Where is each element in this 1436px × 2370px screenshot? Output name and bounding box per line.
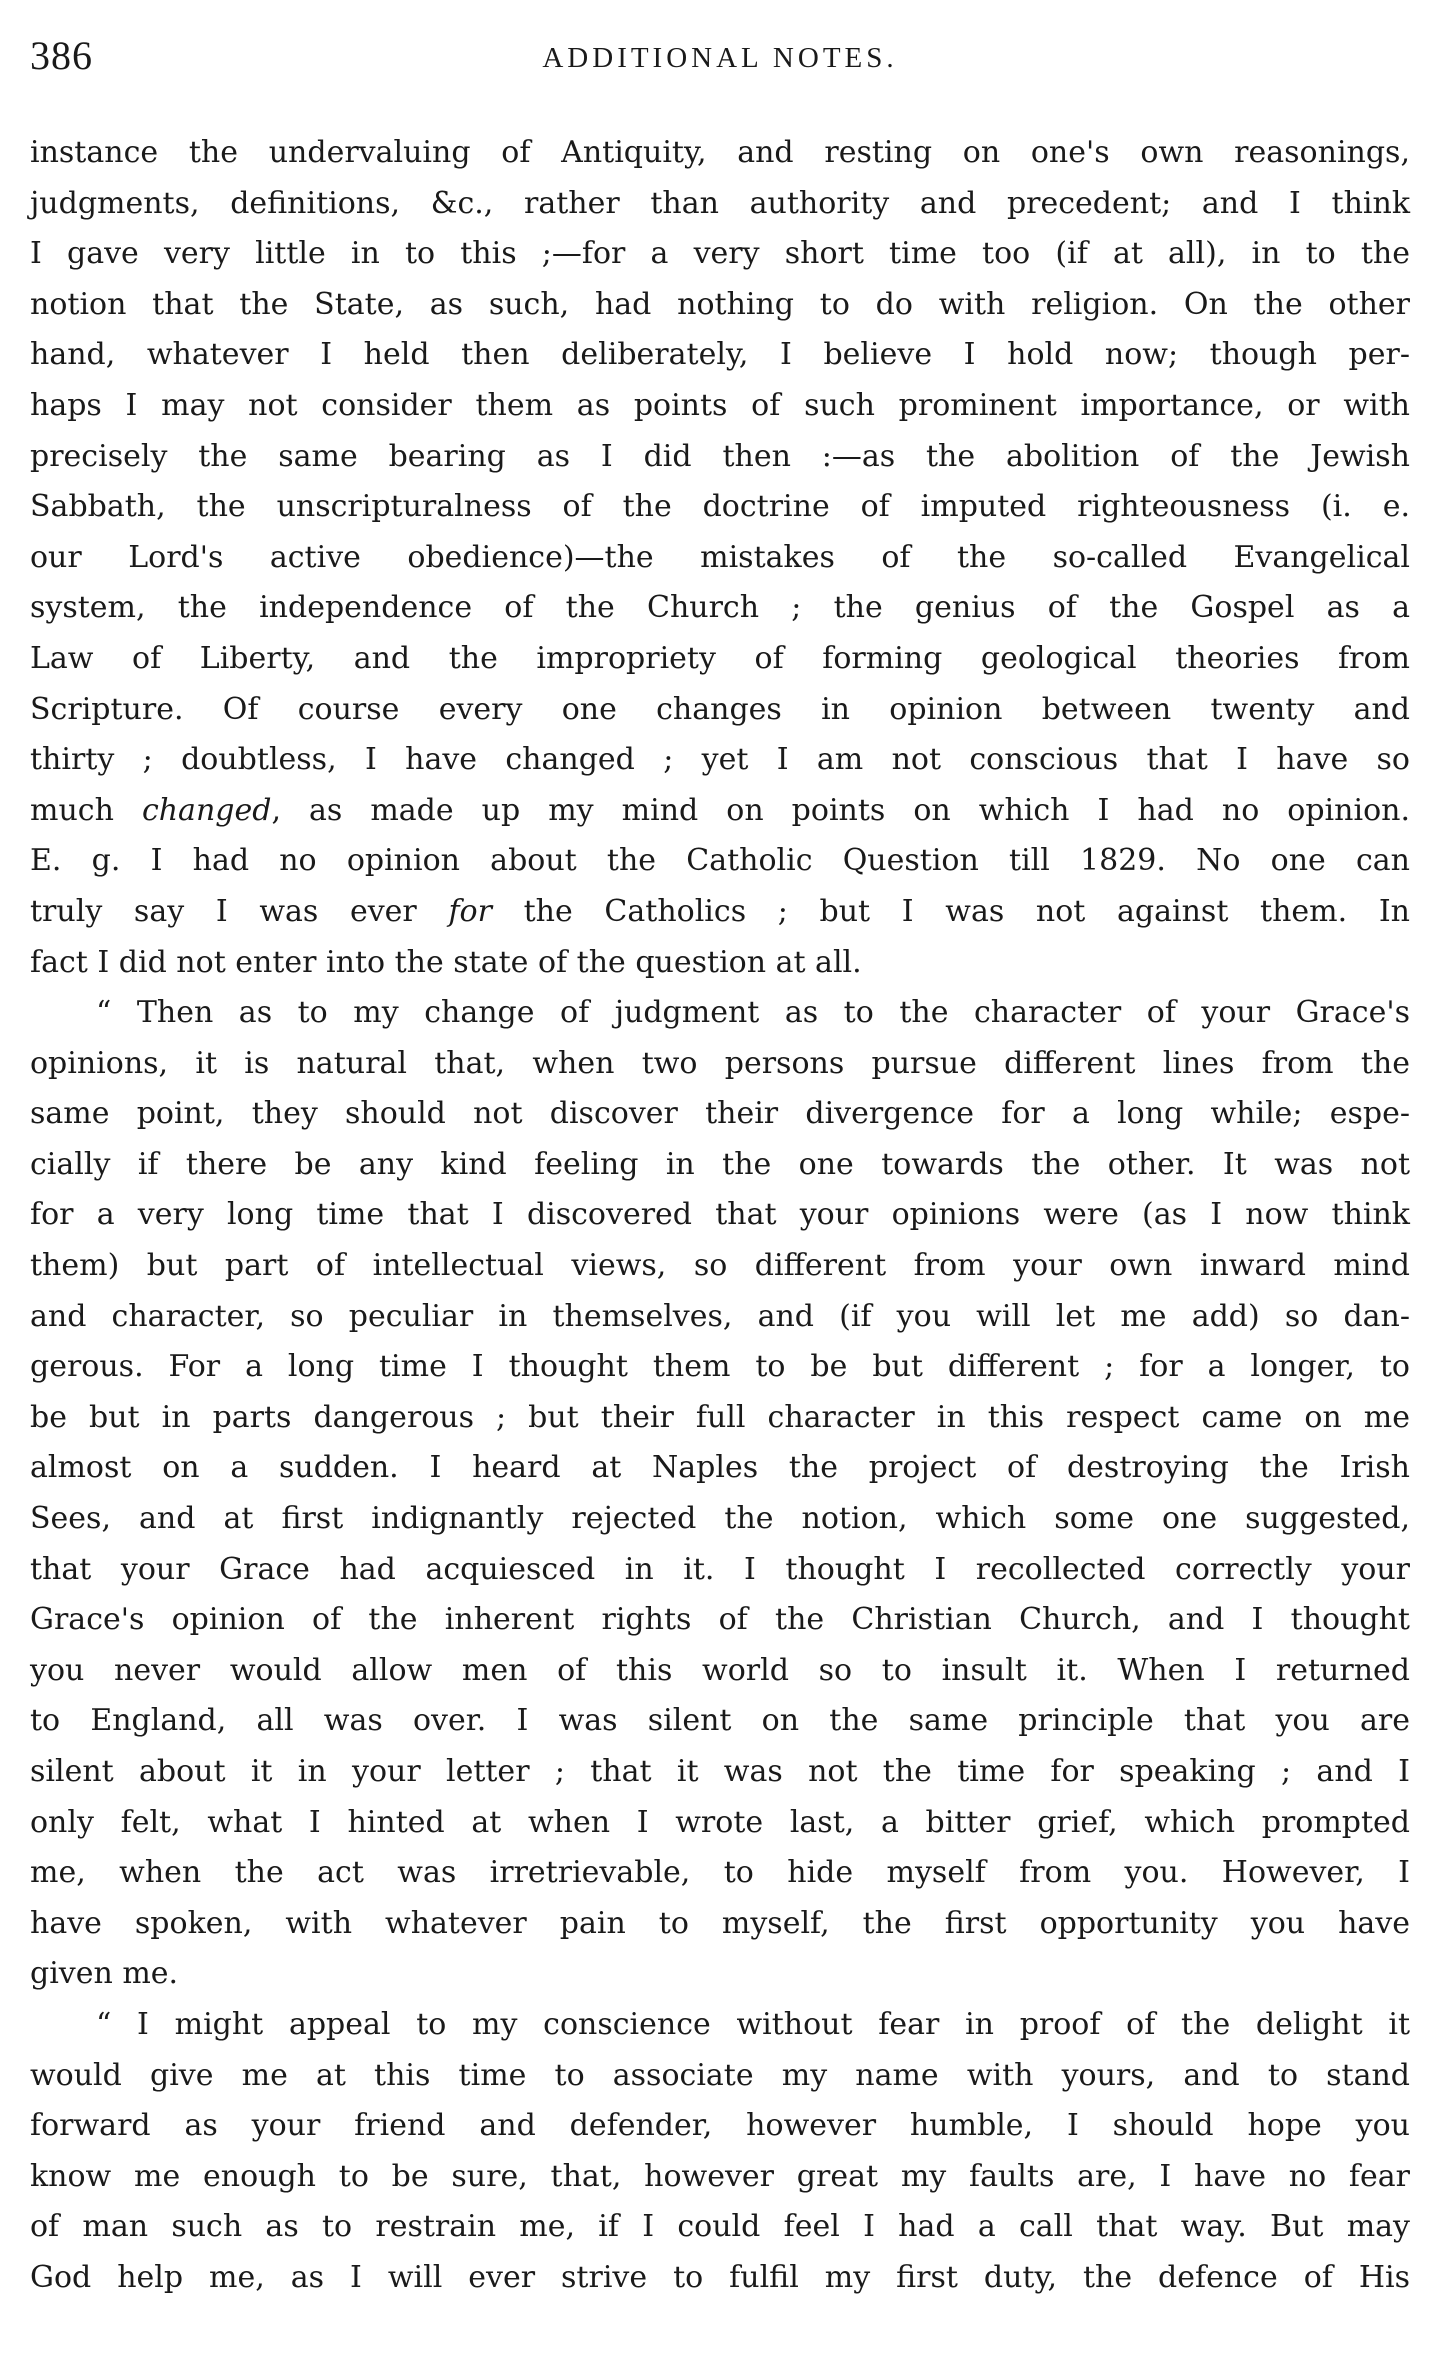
italic-word: changed	[141, 792, 272, 828]
text-line: know me enough to be sure, that, however great my faults are, I have no fear	[30, 2158, 1410, 2194]
page-number: 386	[30, 33, 93, 78]
text-line: silent about it in your letter ; that it was not the time for speaking ; and I	[30, 1754, 1410, 1789]
text-line: for a very long time that I discovered that your opinions were (as I now think	[30, 1197, 1410, 1233]
text-line: of man such as to restrain me, if I could feel I had a call that way. But may	[30, 2209, 1410, 2245]
text-line: and character, so peculiar in themselves, and (if you will let me add) so dan-	[30, 1298, 1410, 1334]
text-line: Grace's opinion of the inherent rights of the Christian Church, and I thought	[30, 1602, 1410, 1638]
text-segment: the Catholics ; but I was not against them. In	[491, 893, 1410, 929]
text-line	[30, 786, 1410, 837]
text-line: have spoken, with whatever pain to myself, the first opportunity you have	[30, 1905, 1410, 1941]
text-line: Sabbath, the unscripturalness of the doctrine of imputed righteousness (i. e.	[30, 489, 1410, 525]
text-line: our Lord's active obedience)—the mistakes of the so-called Evangelical	[30, 539, 1410, 575]
text-line: system, the independence of the Church ; the genius of the Gospel as a	[30, 590, 1410, 626]
text-line: judgments, definitions, &c., rather than authority and precedent; and I think	[30, 185, 1410, 221]
text-line: forward as your friend and defender, however humble, I should hope you	[30, 2108, 1410, 2144]
text-line: Law of Liberty, and the impropriety of forming geological theories from	[30, 640, 1410, 676]
text-line: fact I did not enter into the state of the question at all.	[30, 944, 862, 980]
text-line: Scripture. Of course every one changes in opinion between twenty and	[30, 691, 1410, 727]
text-line: opinions, it is natural that, when two persons pursue different lines from the	[30, 1045, 1410, 1081]
text-line: to England, all was over. I was silent on the same principle that you are	[30, 1703, 1410, 1739]
text-line: notion that the State, as such, had nothing to do with religion. On the other	[30, 286, 1410, 322]
text-line: given me.	[30, 1956, 179, 1992]
paragraph-start-line: “ I might appeal to my conscience without fear in proof of the delight it	[96, 2006, 1410, 2042]
text-line: I gave very little in to this ;—for a very short time too (if at all), in to the	[30, 236, 1410, 272]
text-line: cially if there be any kind feeling in the one towards the other. It was not	[30, 1146, 1410, 1182]
text-line: E. g. I had no opinion about the Catholic Question till 1829. No one can	[30, 843, 1410, 879]
body-text	[30, 128, 1410, 2304]
book-page	[30, 32, 1410, 2295]
text-line: that your Grace had acquiesced in it. I thought I recollected correctly your	[30, 1551, 1410, 1587]
text-line: me, when the act was irretrievable, to hide myself from you. However, I	[30, 1855, 1410, 1891]
text-segment: , as made up my mind on points on which I had no opinion.	[271, 792, 1410, 828]
text-line: Sees, and at first indignantly rejected the notion, which some one suggested,	[30, 1501, 1410, 1537]
text-line: hand, whatever I held then deliberately, I believe I hold now; though per-	[30, 337, 1410, 373]
text-line: almost on a sudden. I heard at Naples the project of destroying the Irish	[30, 1450, 1410, 1486]
text-line: be but in parts dangerous ; but their full character in this respect came on me	[30, 1399, 1410, 1435]
text-line: instance the undervaluing of Antiquity, and resting on one's own reasonings,	[30, 135, 1410, 170]
text-segment: much	[30, 792, 142, 828]
text-line: thirty ; doubtless, I have changed ; yet I am not conscious that I have so	[30, 742, 1410, 778]
text-line: precisely the same bearing as I did then :—as the abolition of the Jewish	[30, 438, 1410, 474]
text-line: same point, they should not discover their divergence for a long while; espe-	[30, 1096, 1410, 1132]
page-header	[30, 32, 1410, 92]
text-line: haps I may not consider them as points of such prominent importance, or with	[30, 387, 1410, 423]
text-line: only felt, what I hinted at when I wrote last, a bitter grief, which prompted	[30, 1804, 1410, 1840]
text-line: would give me at this time to associate my name with yours, and to stand	[30, 2057, 1410, 2093]
italic-word: for	[448, 893, 492, 929]
paragraph-start-line: “ Then as to my change of judgment as to the character of your Grace's	[96, 995, 1410, 1031]
text-line	[30, 887, 1410, 938]
text-line: God help me, as I will ever strive to fulfil my first duty, the defence of His	[30, 2259, 1410, 2295]
text-segment: truly say I was ever	[30, 893, 449, 929]
text-line: them) but part of intellectual views, so different from your own inward mind	[30, 1248, 1410, 1284]
text-line: gerous. For a long time I thought them to be but different ; for a longer, to	[30, 1349, 1410, 1385]
running-head: ADDITIONAL NOTES.	[542, 42, 898, 74]
text-line: you never would allow men of this world so to insult it. When I returned	[30, 1652, 1410, 1688]
